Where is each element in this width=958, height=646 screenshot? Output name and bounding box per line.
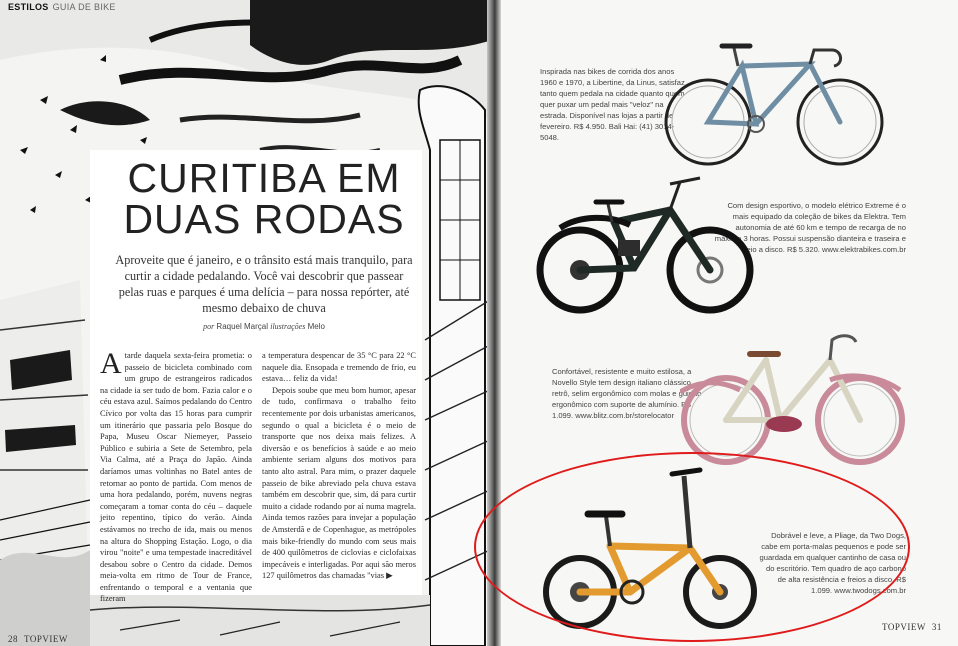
page-gutter	[487, 0, 501, 646]
byline-por: por	[203, 322, 215, 331]
body-column-1	[100, 347, 252, 605]
byline-author: Raquel Marçal	[216, 322, 268, 331]
section-name: ESTILOS	[8, 2, 49, 12]
title-line-2: DUAS RODAS	[123, 196, 405, 242]
road-bike-image	[660, 30, 890, 170]
column-2-paragraph-1: a temperatura despencar de 35 °C para 22 °C naquele dia. Ensopada e tremendo de frio, eu estava… feliz da vida!	[262, 351, 416, 384]
left-page-number: 28	[8, 634, 18, 644]
city-bike-image	[680, 320, 910, 470]
column-1-text: tarde daquela sexta-feira prometia: o passeio de bicicleta combinado com um grupo de estrangeiros radicados na cidade ia ser tudo de bom. Fazia calor e o céu estava azul. Saímos pedalando do Centro Cívico por volta das 15 horas para cumprir um itinerário que passaria pelo Bosque do Papa, Museu Oscar Niemeyer, Passeio Público e subiria a Sete de Setembro, pela Via Calma, até a Praça do Japão. Ainda daríamos umas voltinhas no Batel antes de retornar ao ponto de partida. Com menos de uma hora pedalando, porém, nuvens negras começaram a tomar conta do céu – daquele jeito repentino, típico do verão. Ainda estávamos no trecho de ida, mais ou menos na altura do Shopping Estação. Logo, o dia virou "noite" e uma tempestade inacreditável desabou sobre o Centro da cidade. Demos meia-volta em ritmo de Tour de France, enfrentando o temporal e a ventania que fizeram	[100, 351, 252, 604]
left-folio	[8, 634, 74, 644]
article-dek: Aproveite que é janeiro, e o trânsito está mais tranquilo, para curtir a cidade pedalando. Você vai descobrir que passear pelas ruas e parques é uma delícia – para nossa repórter, até mesmo debaixo de chuva	[115, 253, 413, 315]
folding-bike-image	[540, 456, 770, 632]
section-tag	[8, 2, 116, 12]
electric-bike-image	[530, 170, 760, 320]
column-2-paragraph-2: Depois soube que meu bom humor, apesar de tudo, confirmava o trabalho feito recentemente por dois urbanistas americanos, segundo o qual a bicicleta é o meio de transporte que nos deixa mais felizes. A diversão e os benefícios à saúde e ao meio ambiente seriam alguns dos motivos para tanto alto astral. Para mim, o prazer daquele passeio de bike abreviado pela chuva estava também em descobrir que, sim, dá para curtir muito a cidade rodando por aí numa magrela. Ainda temos razões para invejar a população de Amsterdã e de Copenhague, as metrópoles mais bike-friendly do mundo com seus mais de 400 quilômetros de ciclovias e ciclofaixas impecáveis e interligadas. Por aqui são meros 127 quilômetros das chamadas "vias ▶	[262, 385, 416, 581]
product-caption-extreme: Com design esportivo, o modelo elétrico Extreme é o mais equipado da coleção de bikes da Elektra. Tem autonomia de até 60 km e tempo de recarga de no máximo 3 horas. Possui suspensão dianteira e traseira e freio a disco. R$ 5.320. www.elektrabikes.com.br	[714, 201, 906, 254]
body-column-2	[262, 350, 416, 582]
left-folio-brand: TOPVIEW	[24, 634, 68, 644]
product-caption-libertine: Inspirada nas bikes de corrida dos anos 1960 e 1970, a Libertine, da Linus, satisfaz tanto quem pedala na cidade quanto quem quer puxar um pedal mais "veloz" na estrada. Disponível nas lojas a partir de fevereiro. R$ 4.950. Bali Hai: (41) 3014-5048.	[540, 67, 685, 142]
byline-illus-label: ilustrações	[270, 322, 306, 331]
right-folio	[882, 622, 942, 632]
title-line-1: CURITIBA EM	[127, 155, 401, 201]
product-caption-pliage: Dobrável e leve, a Pliage, da Two Dogs, cabe em porta-malas pequenos e pode ser guardada em qualquer cantinho de casa ou do escritório. Tem quadro de aço carbono de alta resistência e freios a disco. R$ 1.099. www.twodogs.com.br	[759, 531, 906, 595]
byline-illustrator: Melo	[307, 322, 325, 331]
article-byline	[114, 322, 414, 331]
right-page	[500, 0, 958, 646]
product-caption-novello: Confortável, resistente e muito estilosa, a Novello Style tem design italiano clássico retrô, selim ergonômico com molas e guidão ergonômico com suporte de alumínio. R$ 1.099. www.blitz.com.br/storelocator	[552, 367, 702, 420]
drop-cap: A	[100, 347, 122, 380]
section-subname: GUIA DE BIKE	[52, 2, 116, 12]
right-folio-brand: TOPVIEW	[882, 622, 926, 632]
article-title	[114, 155, 414, 242]
right-page-number: 31	[931, 622, 942, 632]
